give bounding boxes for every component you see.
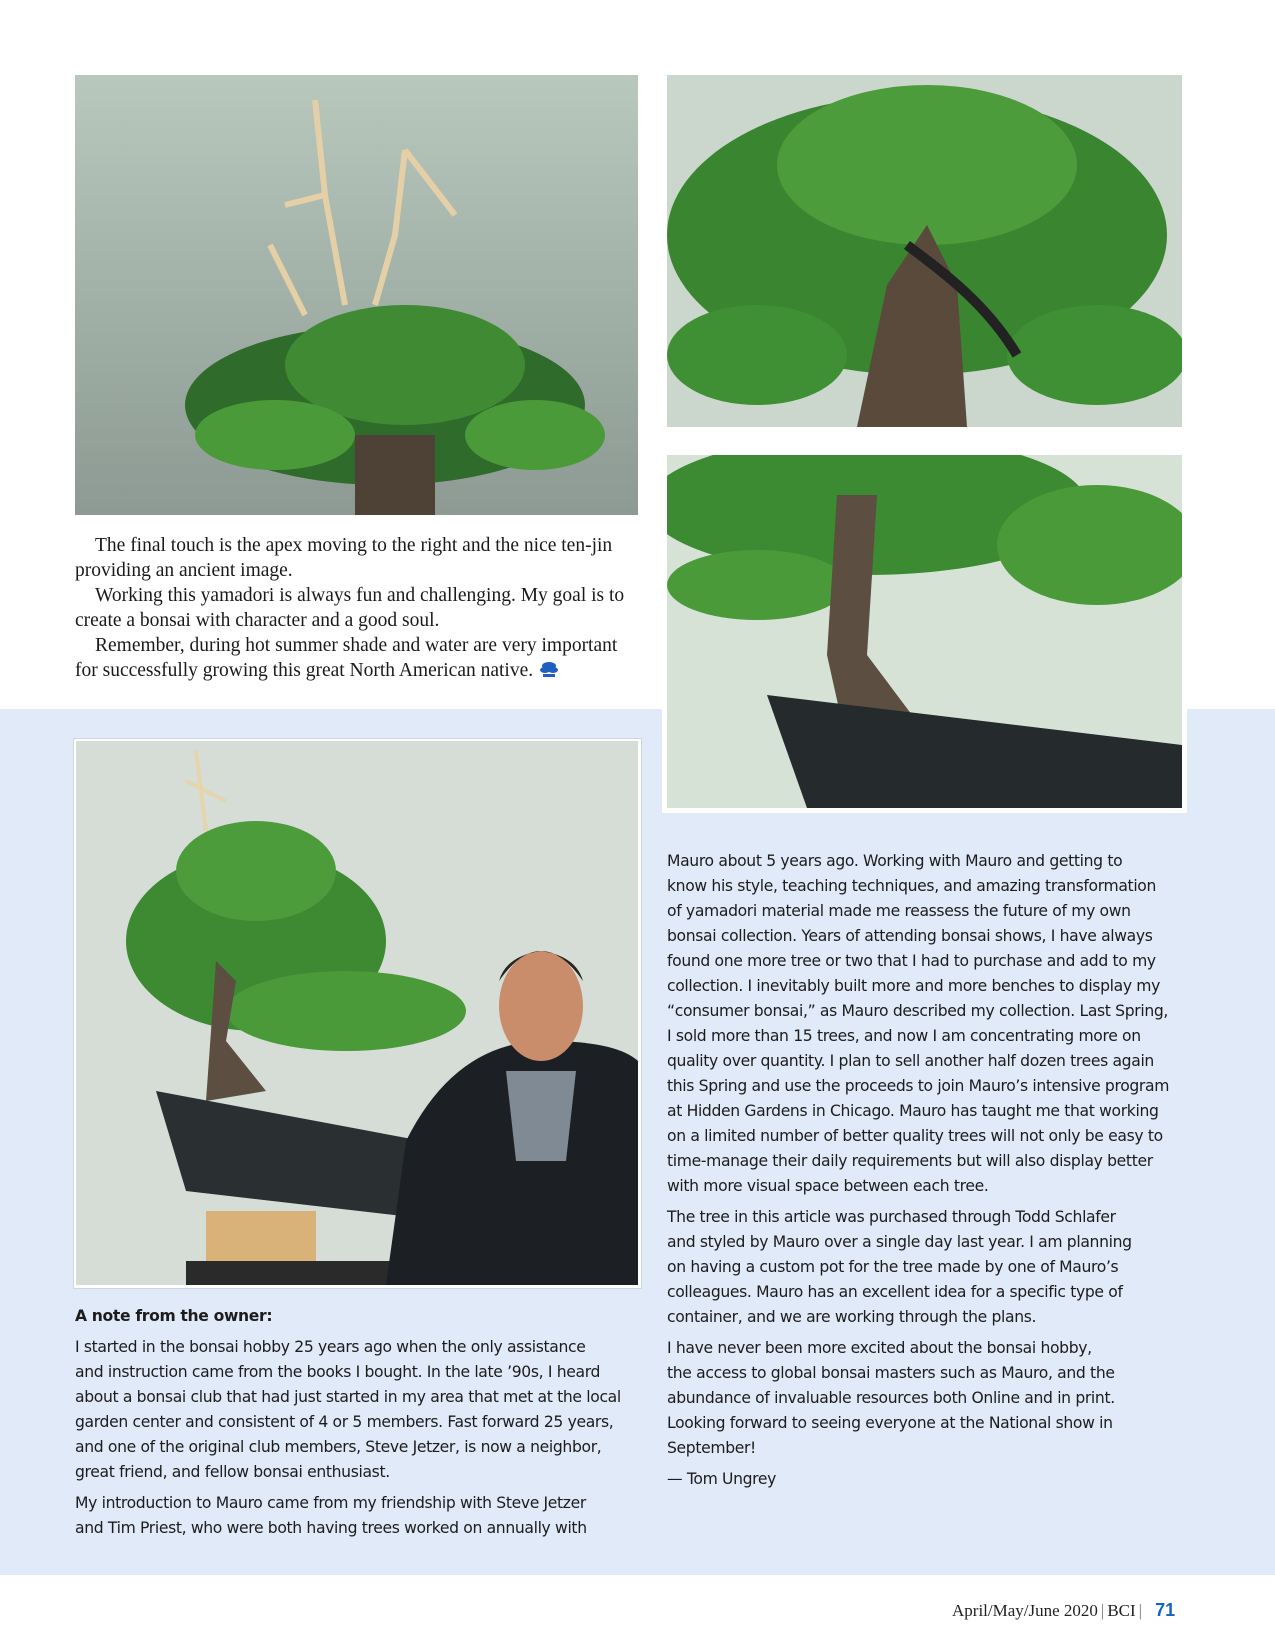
text-line: with more visual space between each tree. [667, 1177, 989, 1195]
text-line: The final touch is the apex moving to the right and the nice ten-jin [95, 535, 613, 556]
text-line: I started in the bonsai hobby 25 years ago when the only assistance [75, 1338, 586, 1356]
bonsai-logo-icon [539, 660, 559, 678]
page-footer [952, 1600, 1175, 1621]
text-line: on a limited number of better quality trees will not only be easy to [667, 1127, 1163, 1145]
text-line: Working this yamadori is always fun and challenging. My goal is to [95, 585, 625, 606]
text-line: create a bonsai with character and a good soul. [75, 610, 440, 631]
text-line: The tree in this article was purchased through Todd Schlafer [667, 1208, 1116, 1226]
text-line: for successfully growing this great North American native. [75, 660, 534, 681]
text-line: providing an ancient image. [75, 560, 293, 581]
paragraph [75, 1491, 645, 1541]
owner-note-left-column [75, 1304, 645, 1541]
paragraph [667, 849, 1207, 1199]
text-line: great friend, and fellow bonsai enthusiast. [75, 1463, 390, 1481]
paragraph [667, 1336, 1207, 1461]
text-line: I sold more than 15 trees, and now I am concentrating more on [667, 1027, 1141, 1045]
text-line: know his style, teaching techniques, and amazing transformation [667, 877, 1157, 895]
page-number: 71 [1155, 1600, 1176, 1620]
author-signature: — Tom Ungrey [667, 1470, 776, 1488]
text-line: and instruction came from the books I bought. In the late ’90s, I heard [75, 1363, 601, 1381]
article-closing-text [75, 533, 645, 683]
text-line: and Tim Priest, who were both having trees worked on annually with [75, 1519, 587, 1537]
divider: | [1138, 1601, 1143, 1620]
photo-owner-with-tree [76, 741, 638, 1285]
text-line: found one more tree or two that I had to purchase and add to my [667, 952, 1156, 970]
text-line: collection. I inevitably built more and more benches to display my [667, 977, 1161, 995]
magazine-name: BCI [1107, 1601, 1136, 1620]
paragraph [75, 1335, 645, 1485]
text-line: colleagues. Mauro has an excellent idea for a specific type of [667, 1283, 1123, 1301]
signature [667, 1467, 1207, 1492]
text-line: Remember, during hot summer shade and water are very important [95, 635, 618, 656]
paragraph [667, 1205, 1207, 1330]
text-line: container, and we are working through the plans. [667, 1308, 1037, 1326]
text-line: “consumer bonsai,” as Mauro described my collection. Last Spring, [667, 1002, 1169, 1020]
text-line: My introduction to Mauro came from my friendship with Steve Jetzer [75, 1494, 586, 1512]
text-line: time-manage their daily requirements but will also display better [667, 1152, 1153, 1170]
text-line: on having a custom pot for the tree made by one of Mauro’s [667, 1258, 1119, 1276]
issue-date: April/May/June 2020 [952, 1601, 1098, 1620]
text-line: and one of the original club members, Steve Jetzer, is now a neighbor, [75, 1438, 602, 1456]
text-line: at Hidden Gardens in Chicago. Mauro has taught me that working [667, 1102, 1159, 1120]
owner-note-heading: A note from the owner: [75, 1307, 273, 1325]
text-line: and styled by Mauro over a single day last year. I am planning [667, 1233, 1132, 1251]
text-line: about a bonsai club that had just started in my area that met at the local [75, 1388, 621, 1406]
photo-tree-apex [75, 75, 638, 515]
text-line: garden center and consistent of 4 or 5 members. Fast forward 25 years, [75, 1413, 614, 1431]
text-line: September! [667, 1439, 756, 1457]
divider: | [1100, 1601, 1105, 1620]
text-line: abundance of invaluable resources both Online and in print. [667, 1389, 1115, 1407]
text-line: quality over quantity. I plan to sell another half dozen trees again [667, 1052, 1154, 1070]
text-line: Mauro about 5 years ago. Working with Mauro and getting to [667, 852, 1123, 870]
text-line: bonsai collection. Years of attending bonsai shows, I have always [667, 927, 1153, 945]
text-line: Looking forward to seeing everyone at the National show in [667, 1414, 1113, 1432]
owner-note-right-column [667, 849, 1207, 1492]
text-line: the access to global bonsai masters such as Mauro, and the [667, 1364, 1115, 1382]
text-line: this Spring and use the proceeds to join Mauro’s intensive program [667, 1077, 1170, 1095]
text-line: I have never been more excited about the bonsai hobby, [667, 1339, 1092, 1357]
photo-tree-closeup-top [667, 75, 1182, 427]
photo-trunk-and-pot [667, 455, 1182, 808]
text-line: of yamadori material made me reassess the future of my own [667, 902, 1131, 920]
